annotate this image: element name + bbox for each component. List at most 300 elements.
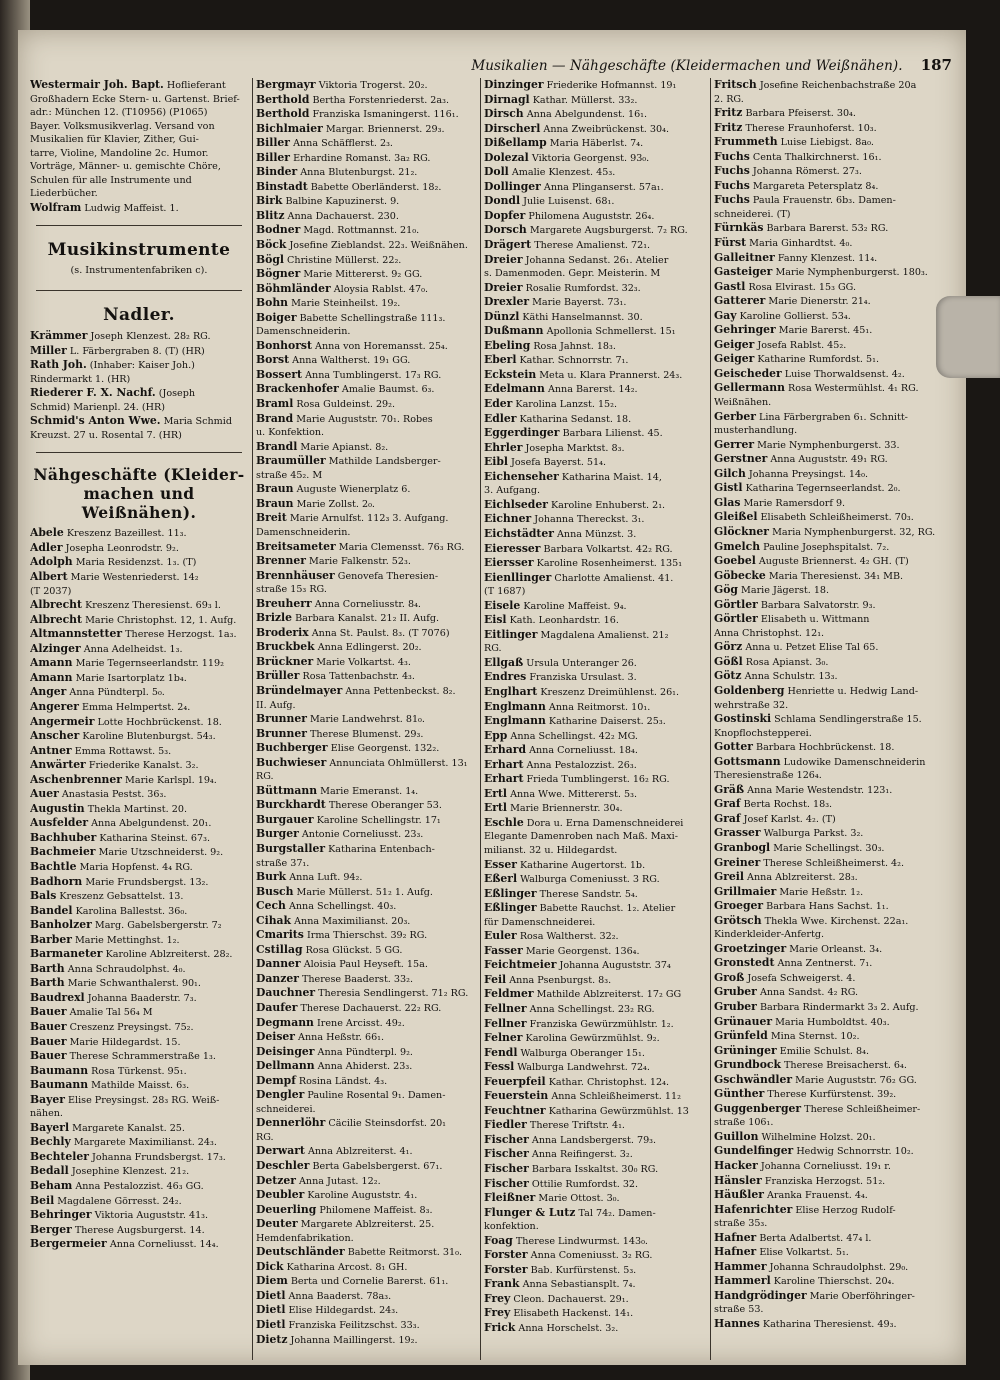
directory-entry — [484, 382, 706, 397]
entry-name: Groeger — [714, 899, 764, 913]
entry-details: Rosa Westermühlst. 4₁ RG. — [788, 383, 919, 395]
directory-entry — [256, 511, 476, 526]
directory-entry — [484, 324, 706, 339]
entry-name: Handgrödinger — [714, 1288, 807, 1302]
entry-name: Brunner — [256, 726, 307, 740]
entry-details: schneiderei. (T) — [714, 208, 791, 220]
directory-entry — [256, 928, 476, 943]
entry-details: Rindermarkt 1. (HR) — [30, 373, 131, 385]
entry-details: Therese Sandstr. 5₄. — [539, 888, 638, 900]
directory-entry — [484, 700, 706, 715]
entry-details: Viktoria Auguststr. 41₃. — [94, 1210, 209, 1222]
directory-entry — [484, 223, 706, 238]
directory-entry — [30, 1194, 248, 1209]
entry-name: Galleitner — [714, 250, 775, 264]
directory-entry — [30, 1135, 248, 1150]
entry-details: Maria Hopfenst. 4₄ RG. — [79, 861, 193, 873]
entry-name: Granbogl — [714, 840, 771, 854]
entry-details: s. Damenmoden. Gepr. Meisterin. M — [484, 268, 661, 280]
entry-details: Wilhelmine Holzst. 20₁. — [761, 1131, 876, 1143]
entry-details: Bertha Forstenriederst. 2a₃. — [312, 94, 450, 106]
directory-entry — [256, 1059, 476, 1074]
directory-entry — [714, 265, 952, 280]
entry-details: Elisabeth Hackenst. 14₁. — [513, 1308, 634, 1320]
entry-details: Josepha Marktst. 8₃. — [525, 442, 625, 454]
directory-entry — [714, 971, 952, 986]
entry-details: Barbara Pfeiserst. 30₄. — [745, 108, 856, 120]
directory-entry — [256, 526, 476, 540]
entry-details: konfektion. — [484, 1221, 539, 1233]
entry-details: Marie Ramersdorf 9. — [743, 497, 846, 509]
directory-entry — [30, 598, 248, 613]
entry-name: Guillon — [714, 1129, 759, 1143]
entry-name: Dempf — [256, 1073, 296, 1087]
entry-name: Danner — [256, 957, 301, 971]
entry-name: Breitsameter — [256, 539, 336, 553]
entry-name: Günther — [714, 1087, 765, 1101]
entry-details: Marie Hildegardst. 15. — [69, 1036, 181, 1048]
entry-details: Johanna Frundsbergst. 17₃. — [92, 1151, 226, 1163]
entry-details: Franziska Feilitzschst. 33₃. — [288, 1320, 420, 1332]
directory-entry — [256, 597, 476, 612]
entry-details: Walburga Landwehrst. 72₄. — [517, 1062, 650, 1074]
entry-details: straße 15₃ RG. — [256, 584, 327, 596]
directory-entry — [256, 1217, 476, 1232]
entry-details: Anna Waltherst. 19₁ GG. — [292, 355, 411, 367]
entry-details: Walburga Comeniusst. 3 RG. — [520, 874, 660, 886]
entry-name: Breuherr — [256, 596, 312, 610]
directory-entry — [714, 352, 952, 367]
entry-details: Anna Sandst. 4₂ RG. — [759, 987, 859, 999]
entry-name: Hacker — [714, 1159, 758, 1173]
directory-entry — [256, 798, 476, 813]
entry-name: Englmann — [484, 699, 546, 713]
entry-name: Bossert — [256, 367, 303, 381]
directory-entry — [30, 201, 248, 216]
entry-name: Görz — [714, 640, 743, 654]
entry-details: Hemdenfabrikation. — [256, 1232, 354, 1244]
directory-entry — [484, 1017, 706, 1032]
entry-details: Anna Corneliusst. 14₄. — [109, 1239, 219, 1251]
entry-name: Fritz — [714, 106, 743, 120]
entry-name: Fuchs — [714, 164, 750, 178]
entry-details: Mathilde Landsberger- — [328, 456, 441, 468]
entry-details: Marie Heßstr. 1₂. — [779, 886, 864, 898]
directory-entry — [484, 1177, 706, 1192]
entry-details: Luise Liebigst. 8a₀. — [780, 137, 874, 149]
directory-entry — [30, 671, 248, 686]
entry-name: Dauchner — [256, 986, 316, 1000]
entry-name: Bögner — [256, 267, 301, 281]
entry-details: Elise Hildegardst. 24₃. — [288, 1305, 399, 1317]
entry-details: Franziska Herzogst. 51₂. — [764, 1175, 886, 1187]
directory-entry — [30, 358, 248, 373]
entry-details: Berta Gabelsbergerst. 67₁. — [312, 1161, 443, 1173]
entry-details: schneiderei. — [256, 1103, 316, 1115]
directory-entry — [714, 740, 952, 755]
entry-name: Frey — [484, 1291, 511, 1305]
entry-details: Berta Rochst. 18₃. — [743, 799, 833, 811]
entry-name: Dollinger — [484, 179, 541, 193]
entry-details: Therese Kurfürstenst. 39₂. — [767, 1089, 897, 1101]
entry-name: Eßlinger — [484, 901, 537, 915]
directory-entry — [30, 133, 248, 147]
entry-name: Götz — [714, 669, 742, 683]
entry-name: Grötsch — [714, 913, 762, 927]
entry-name: Derwart — [256, 1144, 305, 1158]
directory-entry — [30, 174, 248, 188]
directory-entry — [484, 1002, 706, 1017]
directory-entry — [714, 1130, 952, 1145]
directory-entry — [714, 1317, 952, 1332]
directory-entry — [484, 295, 706, 310]
entry-name: Cstillag — [256, 942, 303, 956]
entry-name: Fuchs — [714, 193, 750, 207]
entry-details: Marie Karlspl. 19₄. — [125, 774, 217, 786]
directory-entry — [30, 401, 248, 415]
entry-name: Esser — [484, 857, 517, 871]
entry-name: Eschle — [484, 815, 524, 829]
entry-name: Dinzinger — [484, 78, 544, 91]
entry-details: Elise Preysingst. 28₃ RG. Weiß- — [68, 1094, 220, 1106]
entry-name: Fischer — [484, 1132, 529, 1146]
entry-details: Auguste Briennerst. 4₂ GH. (T) — [758, 556, 909, 568]
entry-details: Karoline Ablzreiterst. 28₂. — [105, 949, 233, 961]
directory-entry — [484, 107, 706, 122]
entry-name: Eder — [484, 397, 513, 411]
entry-name: Graf — [714, 797, 741, 811]
entry-details: Elegante Damenroben nach Maß. Maxi- — [484, 831, 678, 843]
directory-entry — [256, 1274, 476, 1289]
entry-details: Marie Christophst. 12, 1. Aufg. — [85, 614, 237, 626]
directory-entry — [484, 397, 706, 412]
entry-name: Barth — [30, 961, 65, 975]
entry-name: Bögl — [256, 252, 284, 266]
directory-entry — [714, 193, 952, 208]
entry-name: Dußmann — [484, 324, 544, 338]
directory-entry — [30, 1107, 248, 1121]
directory-entry — [30, 526, 248, 541]
directory-entry — [256, 1289, 476, 1304]
directory-entry — [256, 1245, 476, 1260]
entry-name: Daufer — [256, 1001, 298, 1014]
entry-name: Gräß — [714, 782, 745, 796]
entry-name: Deisinger — [256, 1044, 315, 1058]
entry-details: Marie Zollst. 2₀. — [296, 498, 375, 510]
entry-details: musterhandlung. — [714, 425, 798, 437]
entry-details: Auguste Wienerplatz 6. — [296, 484, 411, 496]
entry-details: Karoline Schellingstr. 17₁ — [316, 814, 441, 826]
directory-entry — [30, 1005, 248, 1020]
entry-details: (T 1687) — [484, 586, 526, 598]
entry-name: Forster — [484, 1262, 528, 1276]
entry-details: Margarete Augsburgerst. 7₂ RG. — [529, 225, 688, 237]
entry-name: Rath Joh. — [30, 358, 87, 372]
directory-entry — [484, 353, 706, 368]
directory-entry — [484, 987, 706, 1002]
entry-details: Schmid) Marienpl. 24. (HR) — [30, 401, 165, 413]
entry-details: Musikalien für Klavier, Zither, Gui- — [30, 134, 199, 146]
entry-details: Anna Schellingst. 40₃. — [288, 901, 397, 913]
entry-name: Dirscherl — [484, 121, 541, 135]
entry-details: Bab. Kurfürstenst. 5₃. — [530, 1264, 637, 1276]
entry-details: Marie Emeranst. 1₄. — [320, 785, 419, 797]
entry-name: Dengler — [256, 1088, 305, 1102]
entry-details: Weißnähen. — [714, 397, 772, 409]
entry-name: Fischer — [484, 1162, 529, 1176]
entries-musikalien — [30, 78, 248, 215]
entry-details: Theresia Sendlingerst. 71₂ RG. — [318, 988, 469, 1000]
entry-name: Bichlmaier — [256, 121, 323, 135]
entry-details: Johanna Maillingerst. 19₂. — [290, 1334, 418, 1346]
entry-details: Marie Mittererst. 9₂ GG. — [303, 269, 423, 281]
entry-name: Eieresser — [484, 541, 541, 555]
entry-details: Fanny Klenzest. 11₄. — [777, 252, 878, 264]
directory-entry — [484, 93, 706, 108]
entry-name: Grüninger — [714, 1043, 777, 1057]
directory-entry — [30, 685, 248, 700]
column-rule — [252, 78, 253, 1360]
directory-entry — [30, 627, 248, 642]
entry-details: Henriette u. Hedwig Land- — [787, 685, 919, 697]
directory-entry — [714, 769, 952, 783]
section-title-naehgeschaefte — [30, 465, 248, 522]
entry-name: Deschler — [256, 1159, 310, 1173]
entry-details: straße 45₂. M — [256, 469, 323, 481]
entry-details: Luise Thorwaldsenst. 4₂. — [784, 368, 905, 380]
entry-name: Eichlseder — [484, 497, 548, 511]
entry-details: Magdalene Görresst. 24₂. — [57, 1195, 182, 1207]
entries-naehgeschaefte-a — [30, 526, 248, 1251]
directory-entry — [714, 1289, 952, 1304]
directory-entry — [256, 1203, 476, 1218]
entry-details: Damenschneiderin. — [256, 526, 351, 538]
entry-details: Ottilie Rumfordst. 32. — [531, 1178, 639, 1190]
directory-entry — [484, 484, 706, 498]
entry-name: Bodner — [256, 223, 301, 237]
entry-details: Anna Abelgundenst. 20₁. — [91, 818, 212, 830]
entry-details: Therese Amalienst. 72₁. — [534, 240, 651, 252]
entry-details: Mina Sternst. 10₂. — [770, 1031, 860, 1043]
entry-details: Anna Ablzreiterst. 28₃. — [747, 872, 858, 884]
entry-name: Görtler — [714, 612, 758, 626]
entry-details: Anna Reifingerst. 3₂. — [531, 1149, 633, 1161]
entry-name: Gehringer — [714, 323, 776, 337]
entry-name: Feuchtner — [484, 1103, 546, 1117]
directory-entry — [714, 914, 952, 929]
entry-name: Cech — [256, 899, 286, 913]
entry-details: Anna Pestalozzist. 26₃. — [526, 759, 637, 771]
directory-entry — [714, 221, 952, 236]
directory-entry — [256, 784, 476, 799]
entry-name: Eichner — [484, 512, 532, 526]
entry-details: milianst. 32 u. Hildegardst. — [484, 844, 618, 856]
directory-entry — [714, 280, 952, 295]
entry-name: Hafenrichter — [714, 1202, 793, 1216]
entry-name: Gruber — [714, 985, 757, 999]
entry-name: Adolph — [30, 555, 73, 569]
entry-name: Berthold — [256, 92, 310, 106]
entry-details: Therese Schrammerstraße 1₃. — [69, 1051, 216, 1063]
entry-name: Englmann — [484, 714, 546, 728]
entry-name: Bandel — [30, 903, 73, 917]
directory-entry — [484, 958, 706, 973]
entry-name: Berthold — [256, 107, 310, 121]
entry-name: Dellmann — [256, 1059, 315, 1073]
entry-details: Marie Frundsbergst. 13₂. — [85, 876, 209, 888]
entry-name: Eiersser — [484, 556, 534, 570]
entry-details: Irma Thierschst. 39₂ RG. — [306, 930, 428, 942]
directory-entry — [484, 830, 706, 844]
directory-entry — [256, 426, 476, 440]
entry-details: Marie Tegernseerlandstr. 119₂ — [75, 658, 224, 670]
entry-name: Eisl — [484, 613, 507, 627]
entry-details: Therese Oberanger 53. — [328, 800, 442, 812]
directory-entry — [714, 1144, 952, 1159]
entry-name: Gruber — [714, 1000, 757, 1013]
entry-name: Flunger & Lutz — [484, 1205, 576, 1219]
entry-name: Angermeir — [30, 714, 95, 728]
entry-details: Kinderkleider-Anfertg. — [714, 929, 825, 941]
directory-entry — [256, 756, 476, 771]
entry-name: Edelmann — [484, 382, 545, 396]
directory-page — [18, 30, 966, 1365]
directory-entry — [484, 455, 706, 470]
entry-details: Marie Ottost. 3₀. — [538, 1193, 620, 1205]
directory-entry — [30, 160, 248, 174]
entry-details: Anna Schleißheimerst. 11₂ — [551, 1091, 681, 1103]
entry-details: Marie Steinheilst. 19₂. — [291, 298, 401, 310]
entry-details: Aranka Frauenst. 4₄. — [766, 1190, 868, 1202]
directory-entry — [714, 812, 952, 827]
entry-name: Geiger — [714, 352, 755, 366]
directory-entry — [484, 281, 706, 296]
entry-name: Dietz — [256, 1332, 288, 1346]
entry-name: Angerer — [30, 699, 79, 713]
entry-details: Rosa Türkenst. 95₁. — [91, 1065, 187, 1077]
entry-details: Kreuzst. 27 u. Rosental 7. (HR) — [30, 429, 182, 441]
entry-details: Therese Triftstr. 4₁. — [529, 1120, 625, 1132]
entry-details: Kathar. Christophst. 12₄. — [548, 1076, 669, 1088]
directory-entry — [484, 916, 706, 930]
entry-details: Johanna Sedanst. 26₁. Atelier — [525, 254, 669, 266]
entry-name: Buchberger — [256, 741, 328, 755]
entry-name: Biller — [256, 136, 290, 150]
entry-name: Bachhuber — [30, 830, 97, 844]
directory-entry — [256, 107, 476, 122]
directory-entry — [30, 715, 248, 730]
entry-name: Braun — [256, 482, 294, 496]
entry-details: Emma Rottawst. 5₃. — [74, 745, 172, 757]
entry-name: Ellgaß — [484, 655, 524, 669]
entry-details: Anna Münzst. 3. — [556, 528, 637, 540]
entry-details: Pauline Rosental 9₁. Damen- — [307, 1090, 446, 1102]
entry-details: Centa Thalkirchnerst. 16₁. — [752, 151, 882, 163]
entry-details: Anna Blutenburgst. 21₂. — [300, 167, 418, 179]
entry-details: Therese Lindwurmst. 143₀. — [515, 1235, 648, 1247]
directory-entry — [714, 727, 952, 741]
directory-entry — [256, 1232, 476, 1246]
entry-name: Eitlinger — [484, 627, 538, 641]
entry-details: Anna Ablzreiterst. 4₁. — [307, 1146, 413, 1158]
entry-name: Fasser — [484, 943, 523, 957]
entry-name: Baumann — [30, 1078, 89, 1092]
entry-name: Eberl — [484, 353, 517, 367]
directory-entry — [484, 527, 706, 542]
entry-name: Gistl — [714, 481, 743, 495]
entry-name: Burckhardt — [256, 798, 326, 812]
entry-details: Marie Schwanthalerst. 90₁. — [67, 978, 201, 990]
entry-name: Feil — [484, 972, 507, 986]
entry-details: Lina Färbergraben 6₁. Schnitt- — [758, 411, 908, 423]
directory-entry — [256, 1174, 476, 1189]
entry-details: Kreszenz Gebsattelst. 13. — [59, 891, 184, 903]
entry-details: Anna Auguststr. 49₁ RG. — [770, 454, 888, 466]
entry-details: Karolina Gewürzmühlst. 9₂. — [525, 1033, 660, 1045]
entry-name: Gößl — [714, 654, 743, 668]
directory-entry — [30, 78, 248, 93]
entry-details: Marie Dienerstr. 21₄. — [768, 296, 871, 308]
directory-entry — [256, 209, 476, 224]
entry-name: Buchwieser — [256, 755, 327, 769]
entry-details: Marie Utzschneiderst. 9₂. — [98, 847, 224, 859]
entry-name: Gerstner — [714, 452, 768, 466]
entry-name: Fiedler — [484, 1118, 527, 1132]
entry-details: wehrstraße 32. — [714, 699, 789, 711]
entry-name: Guggenberger — [714, 1101, 802, 1115]
entry-details: Anna Dachauerst. 230. — [287, 210, 399, 222]
entry-details: Karoline Thierschst. 20₄. — [773, 1276, 895, 1288]
entry-name: Gundelfinger — [714, 1144, 794, 1158]
directory-entry — [714, 106, 952, 121]
directory-entry — [714, 496, 952, 511]
entry-name: Drägert — [484, 238, 532, 252]
directory-entry — [256, 223, 476, 238]
directory-entry — [484, 1118, 706, 1133]
directory-entry — [256, 943, 476, 958]
entry-details: adr.: München 12. (T10956) (P1065) — [30, 107, 208, 119]
entry-details: Johanna Auguststr. 37₄ — [559, 960, 671, 972]
directory-entry — [714, 135, 952, 150]
entry-details: Marg. Gabelsbergerstr. 7₂ — [94, 920, 222, 932]
directory-entry — [714, 121, 952, 136]
entry-name: Barmaneter — [30, 947, 103, 961]
entry-details: Katharina Tegernseerlandst. 2₀. — [745, 483, 901, 495]
directory-entry — [30, 1150, 248, 1165]
entry-name: Hafner — [714, 1230, 757, 1244]
directory-entry — [30, 1035, 248, 1050]
directory-entry — [714, 1073, 952, 1088]
entry-name: Grünauer — [714, 1014, 773, 1028]
entry-name: Eibl — [484, 455, 508, 469]
directory-entry — [714, 1000, 952, 1015]
entry-details: Rosa Guldeinst. 29₂. — [296, 399, 396, 411]
entry-name: Albrecht — [30, 612, 82, 626]
entry-details: Kathar. Müllerst. 33₂. — [532, 94, 638, 106]
entry-details: Marie Barerst. 45₁. — [778, 325, 873, 337]
entry-name: Bauer — [30, 1019, 67, 1033]
entry-name: Eichenseher — [484, 469, 559, 483]
entry-details: Anna Abelgundenst. 16₁. — [526, 109, 648, 121]
directory-entry — [714, 1260, 952, 1275]
directory-entry — [714, 481, 952, 496]
directory-entry — [714, 783, 952, 798]
entry-details: L. Färbergraben 8. (T) (HR) — [69, 345, 205, 357]
directory-entry — [256, 813, 476, 828]
entry-name: Fritsch — [714, 78, 757, 91]
entry-details: Anna Pestalozzist. 46₃ GG. — [75, 1181, 204, 1192]
entry-details: Anna Horschelst. 3₂. — [518, 1323, 619, 1335]
